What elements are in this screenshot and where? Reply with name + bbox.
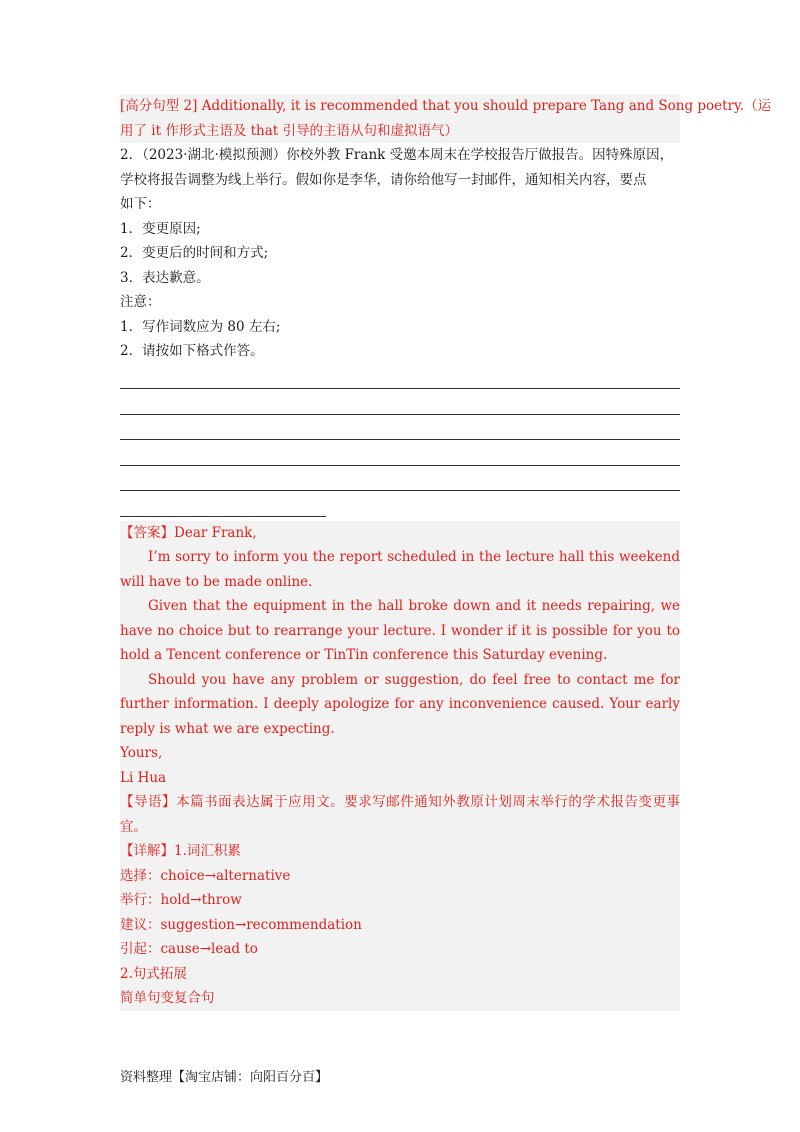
guide-tag: 【导语】 [120,794,177,810]
vocab-item: 选择：choice→alternative [120,867,291,884]
note-1: 1．写作词数应为 80 左右; [120,318,281,335]
question-point-3: 3．表达歉意。 [120,269,210,286]
guide-text: 本篇书面表达属于应用文。要求写邮件通知外教原计划周末举行的学术报告变更事宜。 [120,794,681,835]
detail-tag: 【详解】 [120,843,174,859]
answer-signature: Li Hua [120,769,167,786]
question-block [120,143,680,364]
guide-paragraph [120,790,680,839]
note-2: 2．请按如下格式作答。 [120,343,264,359]
document-page [120,94,772,1011]
top-highlight-line-1: [高分句型 2] Additionally, it is recommended that you should prepare Tang and Song poetry.（运 [120,98,772,114]
top-highlight-line-2: 用了 it 作形式主语及 that 引导的主语从句和虚拟语气） [120,122,459,139]
answer-paragraph-2: Given that the equipment in the hall broke down and it needs repairing, we have no choice but to rearrange your lecture. I wonder if it is possible for you to hold a Tencent conference or TinTin conference this Saturday evening. [120,598,680,663]
answer-paragraph-3: Should you have any problem or suggestion, do feel free to contact me for further information. I deeply apologize for any inconvenience caused. Your early reply is what we are expecting. [120,671,680,737]
detail-heading-1: 1.词汇积累 [174,843,241,859]
question-line-1: 2．（2023·湖北·模拟预测）你校外教 Frank 受邀本周末在学校报告厅做报告。因特殊原因， [120,147,674,163]
detail-subheading: 简单句变复合句 [120,990,215,1006]
note-label: 注意： [120,294,161,310]
answer-line [120,440,680,466]
answer-greeting-line [120,521,680,546]
answer-closing: Yours, [120,745,163,761]
answer-line [120,389,680,415]
answer-line [120,466,680,492]
answer-greeting: Dear Frank, [174,524,257,541]
detail-heading-2: 2.句式拓展 [120,965,187,982]
top-highlight-block [120,94,772,143]
answer-line [120,364,680,390]
question-point-2: 2．变更后的时间和方式; [120,245,269,261]
answer-tag: 【答案】 [120,524,174,541]
answer-line-short [120,491,326,517]
vocab-item: 建议：suggestion→recommendation [120,916,362,933]
solution-block [120,521,680,1011]
detail-heading-line [120,839,680,864]
question-line-2: 学校将报告调整为线上举行。假如你是李华，请你给他写一封邮件，通知相关内容，要点 [120,171,647,188]
question-point-1: 1．变更原因; [120,220,201,237]
question-line-3: 如下： [120,196,161,212]
vocab-item: 引起：cause→lead to [120,941,258,957]
page-footer: 资料整理【淘宝店铺：向阳百分百】 [120,1070,329,1085]
answer-lines [120,364,680,517]
vocab-item: 举行：hold→throw [120,892,242,908]
answer-line [120,415,680,441]
answer-paragraph-1: I’m sorry to inform you the report scheduled in the lecture hall this weekend will have to be made online. [120,549,680,590]
